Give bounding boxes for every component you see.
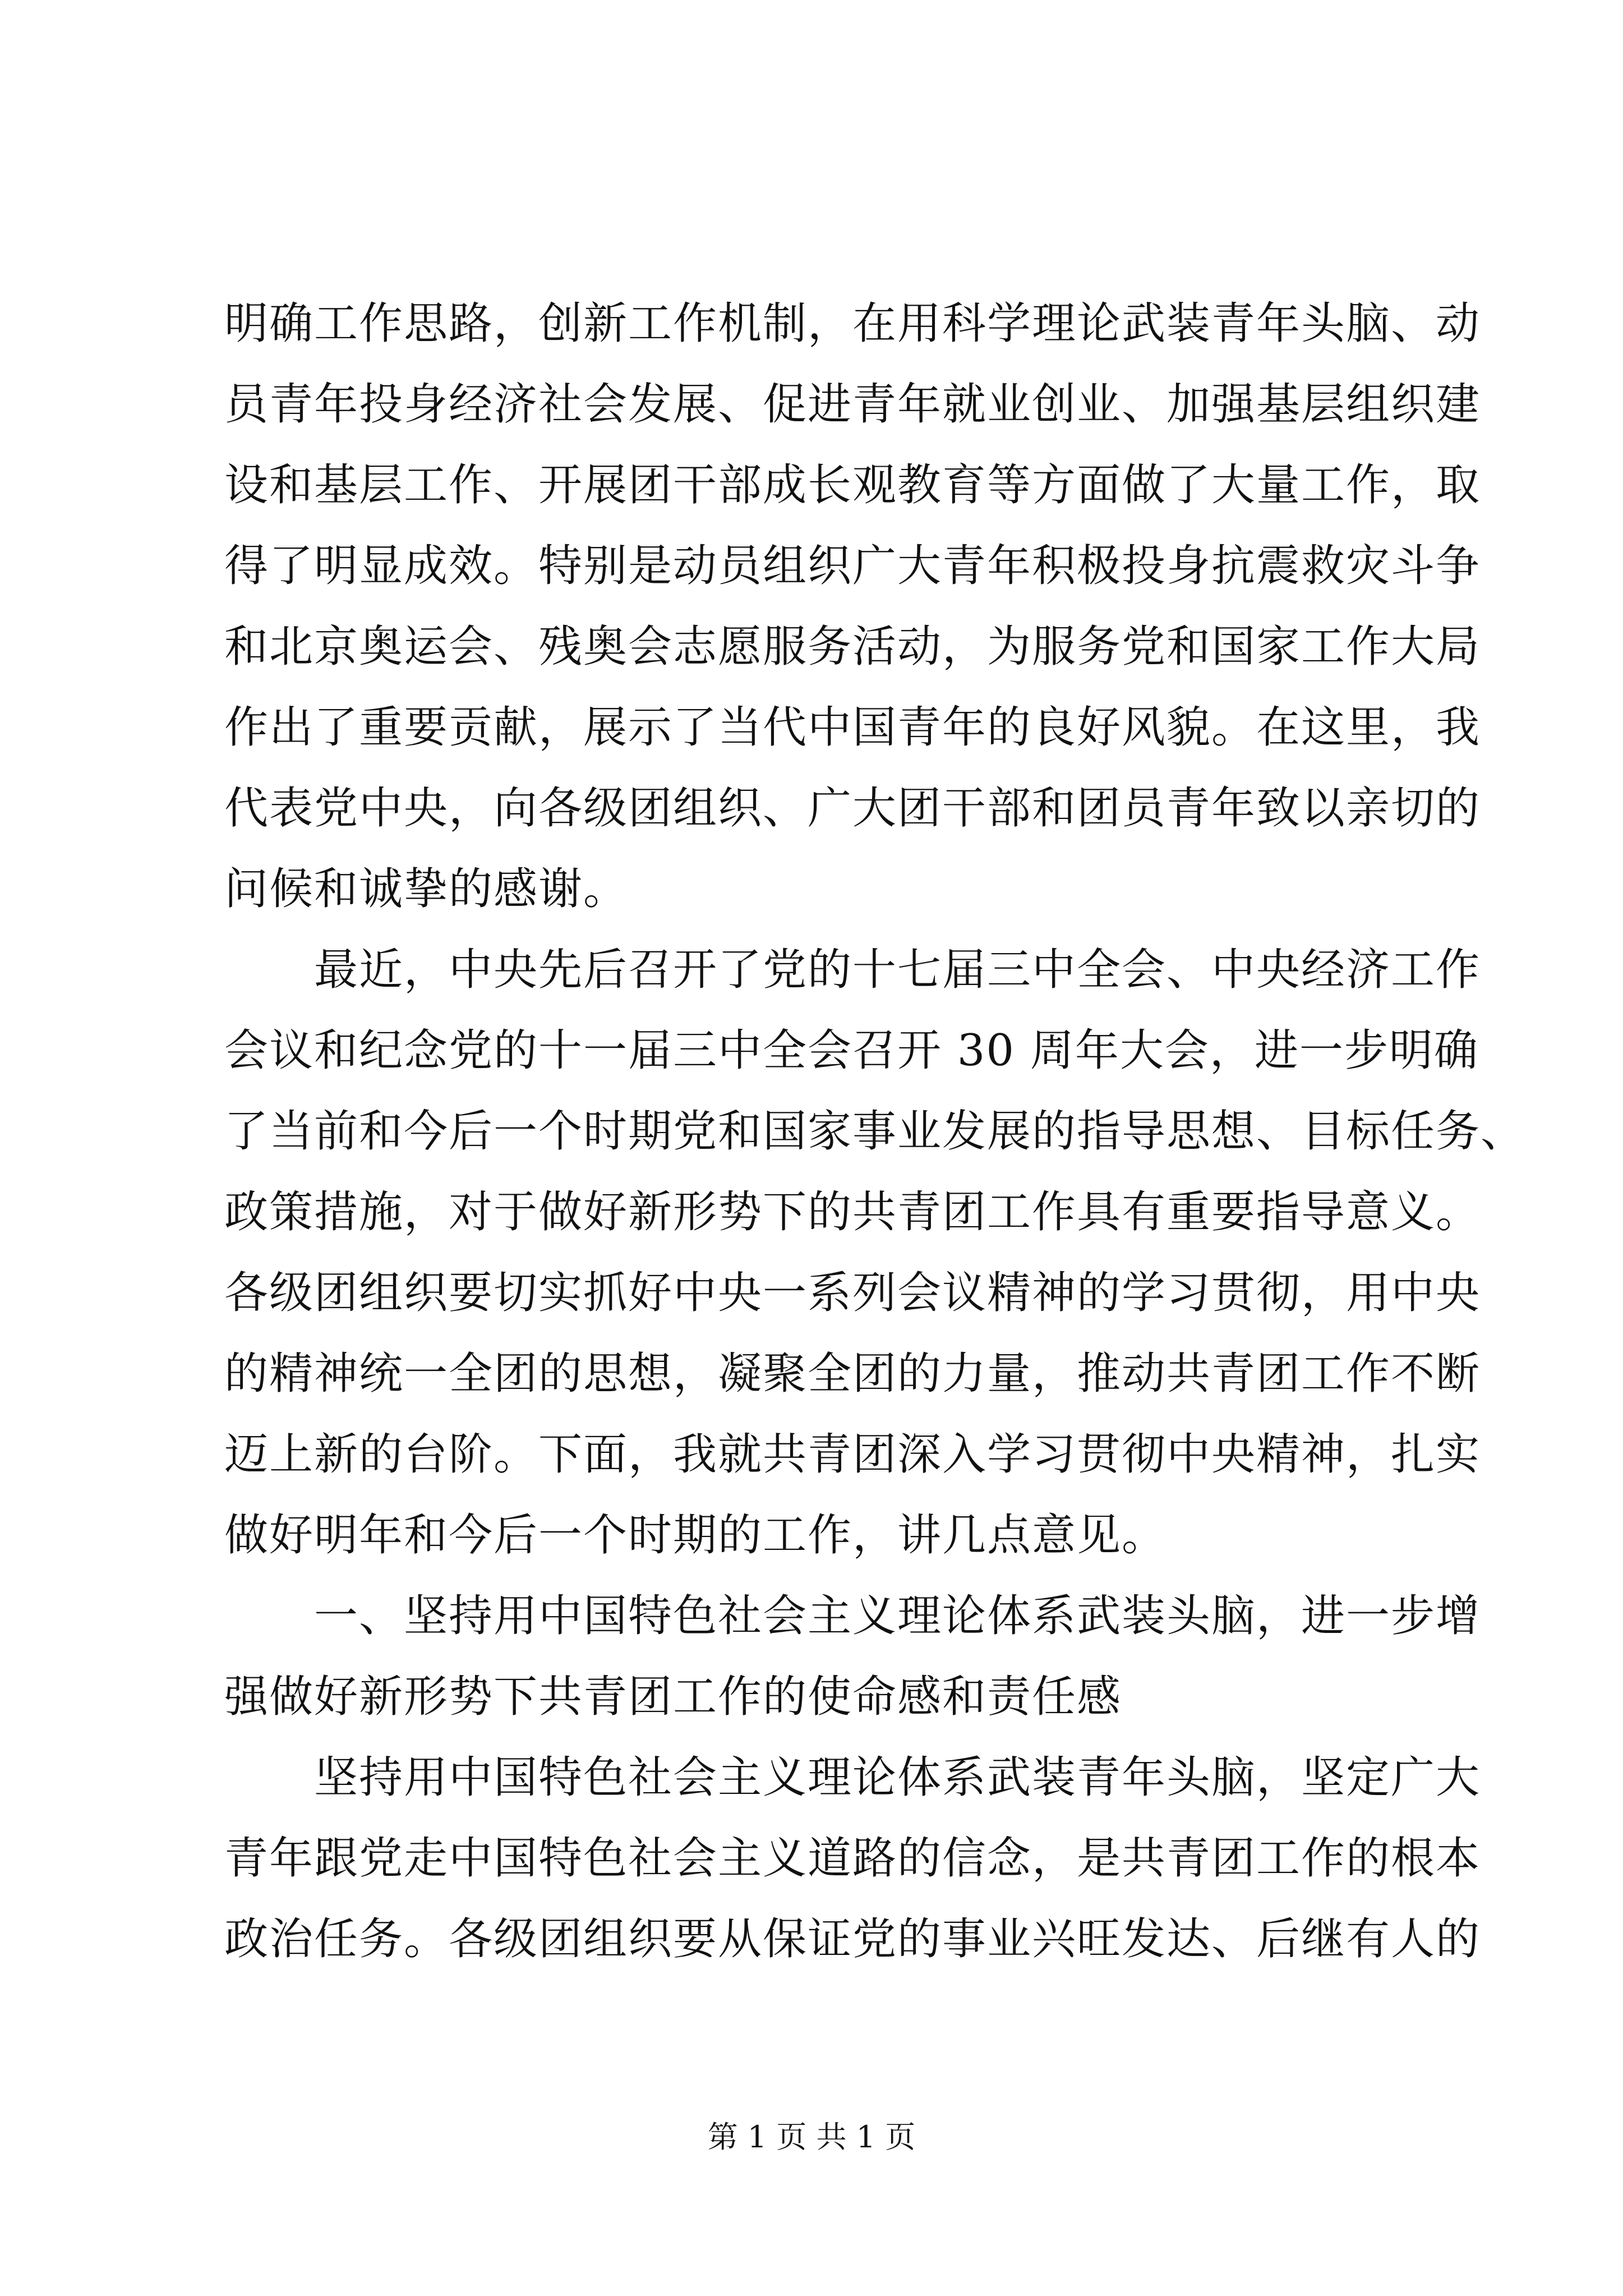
text-line: 和北京奥运会、残奥会志愿服务活动，为服务党和国家工作大局 (224, 622, 1481, 672)
text-line: 青年跟党走中国特色社会主义道路的信念，是共青团工作的根本 (224, 1833, 1481, 1884)
text-line: 设和基层工作、开展团干部成长观教育等方面做了大量工作，取 (224, 460, 1481, 510)
text-line: 员青年投身经济社会发展、促进青年就业创业、加强基层组织建 (224, 379, 1481, 430)
text-line: 作出了重要贡献，展示了当代中国青年的良好风貌。在这里，我 (224, 702, 1481, 753)
text-line: 得了明显成效。特别是动员组织广大青年积极投身抗震救灾斗争 (224, 541, 1481, 591)
text-line: 各级团组织要切实抓好中央一系列会议精神的学习贯彻，用中央 (224, 1268, 1481, 1318)
document-body (224, 283, 1526, 1980)
text-line: 政治任务。各级团组织要从保证党的事业兴旺发达、后继有人的 (224, 1914, 1481, 1964)
text-line: 代表党中央，向各级团组织、广大团干部和团员青年致以亲切的 (224, 783, 1481, 834)
page-number: 第 1 页 共 1 页 (707, 2119, 916, 2155)
text-line: 问候和诚挚的感谢。 (224, 864, 629, 914)
text-line: 了当前和今后一个时期党和国家事业发展的指导思想、目标任务、 (224, 1106, 1526, 1157)
text-line: 迈上新的台阶。下面，我就共青团深入学习贯彻中央精神，扎实 (224, 1429, 1481, 1480)
text-line: 做好明年和今后一个时期的工作，讲几点意见。 (224, 1510, 1167, 1561)
page-footer (0, 2115, 1623, 2160)
paragraph-start-line: 最近，中央先后召开了党的十七届三中全会、中央经济工作 (314, 945, 1481, 995)
text-line: 会议和纪念党的十一届三中全会召开 30 周年大会，进一步明确 (224, 1025, 1479, 1076)
text-line: 政策措施，对于做好新形势下的共青团工作具有重要指导意义。 (224, 1187, 1481, 1237)
section-heading-line: 一、坚持用中国特色社会主义理论体系武装头脑，进一步增 (314, 1591, 1481, 1641)
text-line: 明确工作思路，创新工作机制，在用科学理论武装青年头脑、动 (224, 298, 1481, 349)
section-heading-line: 强做好新形势下共青团工作的使命感和责任感 (224, 1672, 1122, 1722)
text-line: 的精神统一全团的思想，凝聚全团的力量，推动共青团工作不断 (224, 1349, 1481, 1399)
paragraph-start-line: 坚持用中国特色社会主义理论体系武装青年头脑，坚定广大 (314, 1752, 1481, 1803)
